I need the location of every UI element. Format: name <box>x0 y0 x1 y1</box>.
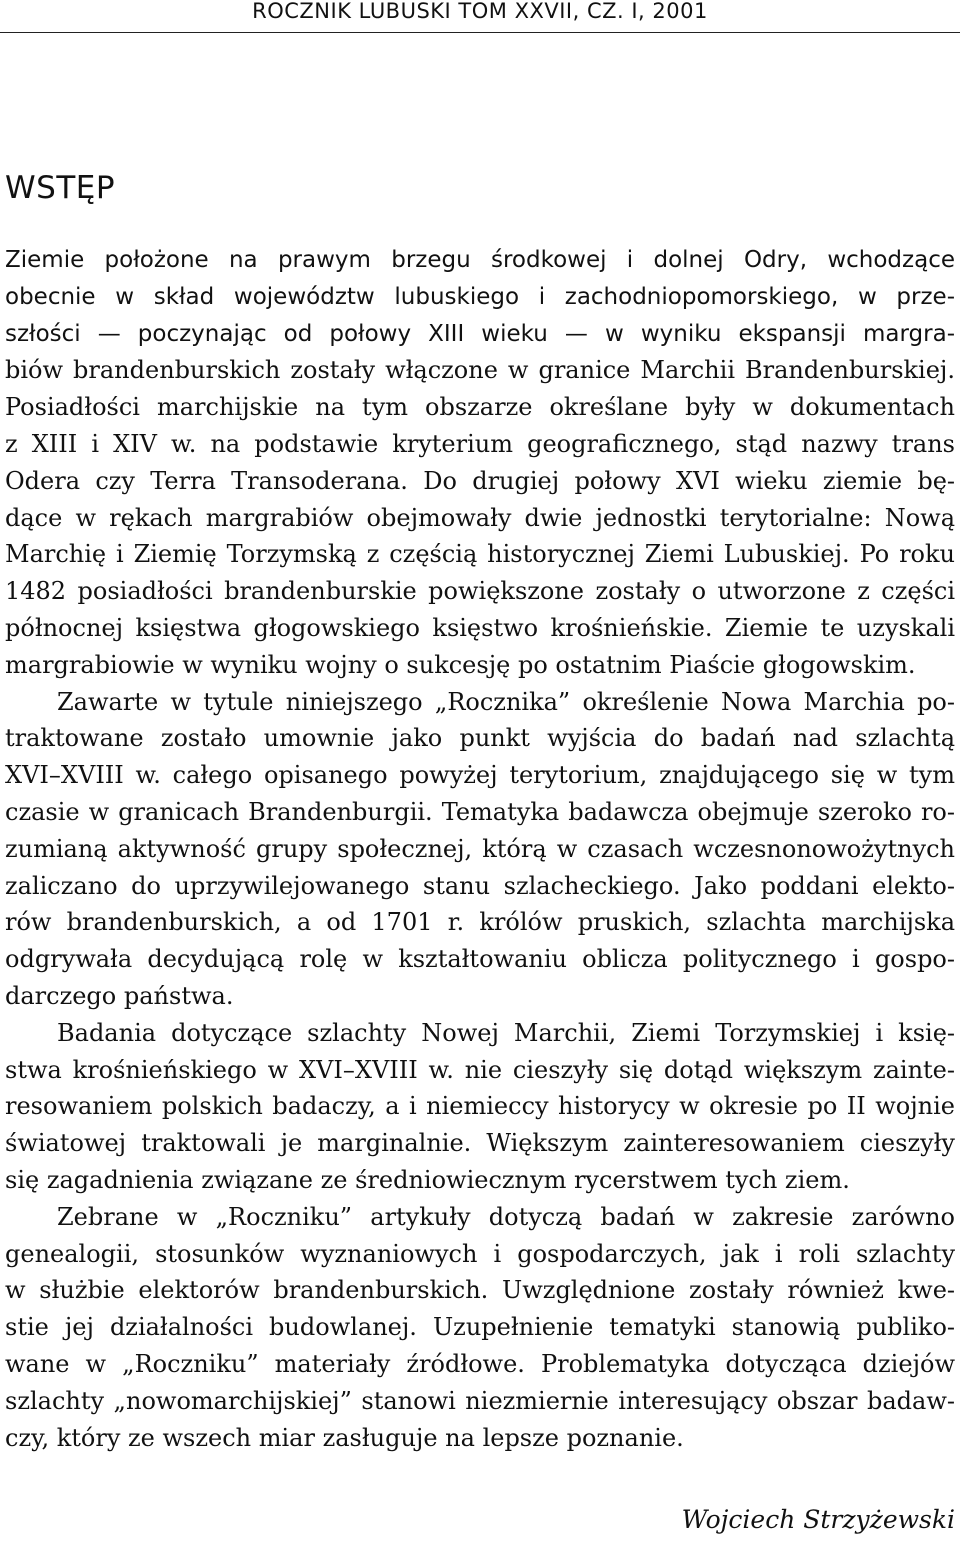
text-line: Posiadłości marchijskie na tym obszarze określane były w dokumentach <box>5 393 955 422</box>
text-line: rów brandenburskich, a od 1701 r. królów pruskich, szlachta marchijska <box>5 908 955 937</box>
text-line: margrabiowie w wyniku wojny o sukcesję po ostatnim Piaście głogowskim. <box>5 650 916 679</box>
text-line: zumianą aktywność grupy społecznej, którą w czasach wczesnonowożytnych <box>5 834 955 863</box>
text-line: stwa krośnieńskiego w XVI–XVIII w. nie cieszyły się dotąd większym zainte- <box>5 1055 955 1084</box>
text-line: darczego państwa. <box>5 981 234 1010</box>
text-line: dące w rękach margrabiów obejmowały dwie jednostki terytorialne: Nową <box>5 503 955 532</box>
text-line: odgrywała decydującą rolę w kształtowaniu oblicza politycznego i gospo- <box>5 945 955 974</box>
text-line: Ziemie położone na prawym brzegu środkowej i dolnej Odry, wchodzące <box>5 247 955 273</box>
text-line: światowej traktowali je marginalnie. Większym zainteresowaniem cieszyły <box>5 1129 955 1158</box>
text-line-content: Badania dotyczące szlachty Nowej Marchii, Ziemi Torzymskiej i księ- <box>57 1018 955 1047</box>
text-line: wane w „Roczniku” materiały źródłowe. Problematyka dotycząca dziejów <box>5 1349 955 1378</box>
text-line: w służbie elektorów brandenburskich. Uwzględnione zostały również kwe- <box>5 1276 955 1305</box>
text-line: XVI–XVIII w. całego opisanego powyżej terytorium, znajdującego się w tym <box>5 761 955 790</box>
body-text <box>5 242 955 1456</box>
text-line: biów brandenburskich zostały włączone w granice Marchii Brandenburskiej. <box>5 356 955 385</box>
text-line-content: Zawarte w tytule niniejszego „Rocznika” określenie Nowa Marchia po- <box>57 687 955 716</box>
text-line <box>5 684 955 721</box>
section-title: WSTĘP <box>5 170 116 206</box>
text-line: Odera czy Terra Transoderana. Do drugiej połowy XVI wieku ziemie bę- <box>5 466 955 495</box>
text-line: resowaniem polskich badaczy, a i niemieccy historycy w okresie po II wojnie <box>5 1092 955 1121</box>
text-line: Marchię i Ziemię Torzymską z częścią historycznej Ziemi Lubuskiej. Po roku <box>5 540 955 569</box>
text-line: obecnie w skład województw lubuskiego i zachodniopomorskiego, w prze- <box>5 283 955 310</box>
text-line: szlachty „nowomarchijskiej” stanowi niezmiernie interesujący obszar badaw- <box>5 1386 955 1415</box>
text-line: szłości — poczynając od połowy XIII wieku — w wyniku ekspansji margra- <box>5 320 955 347</box>
text-line: północnej księstwa głogowskiego księstwo krośnieńskie. Ziemie te uzyskali <box>5 613 955 642</box>
text-line: czy, który ze wszech miar zasługuje na lepsze poznanie. <box>5 1423 684 1452</box>
text-line: czasie w granicach Brandenburgii. Tematyka badawcza obejmuje szeroko ro- <box>5 797 955 826</box>
text-line: traktowane zostało umownie jako punkt wyjścia do badań nad szlachtą <box>5 724 955 753</box>
text-line: stie jej działalności budowlanej. Uzupełnienie tematyki stanowią publiko- <box>5 1313 955 1342</box>
text-line <box>5 1199 955 1236</box>
text-line: z XIII i XIV w. na podstawie kryterium geograficznego, stąd nazwy trans <box>5 429 955 458</box>
author-signature: Wojciech Strzyżewski <box>681 1505 955 1534</box>
text-line: zaliczano do uprzywilejowanego stanu szlacheckiego. Jako poddani elekto- <box>5 871 955 900</box>
text-line <box>5 1015 955 1052</box>
header-rule <box>0 32 960 33</box>
text-line: 1482 posiadłości brandenburskie powiększone zostały o utworzone z części <box>5 577 955 606</box>
text-line: się zagadnienia związane ze średniowiecznym rycerstwem tych ziem. <box>5 1165 850 1194</box>
text-line-content: Zebrane w „Roczniku” artykuły dotyczą badań w zakresie zarówno <box>57 1202 955 1231</box>
running-head: ROCZNIK LUBUSKI TOM XXVII, CZ. I, 2001 <box>252 0 708 23</box>
text-line: genealogii, stosunków wyznaniowych i gospodarczych, jak i roli szlachty <box>5 1239 955 1268</box>
